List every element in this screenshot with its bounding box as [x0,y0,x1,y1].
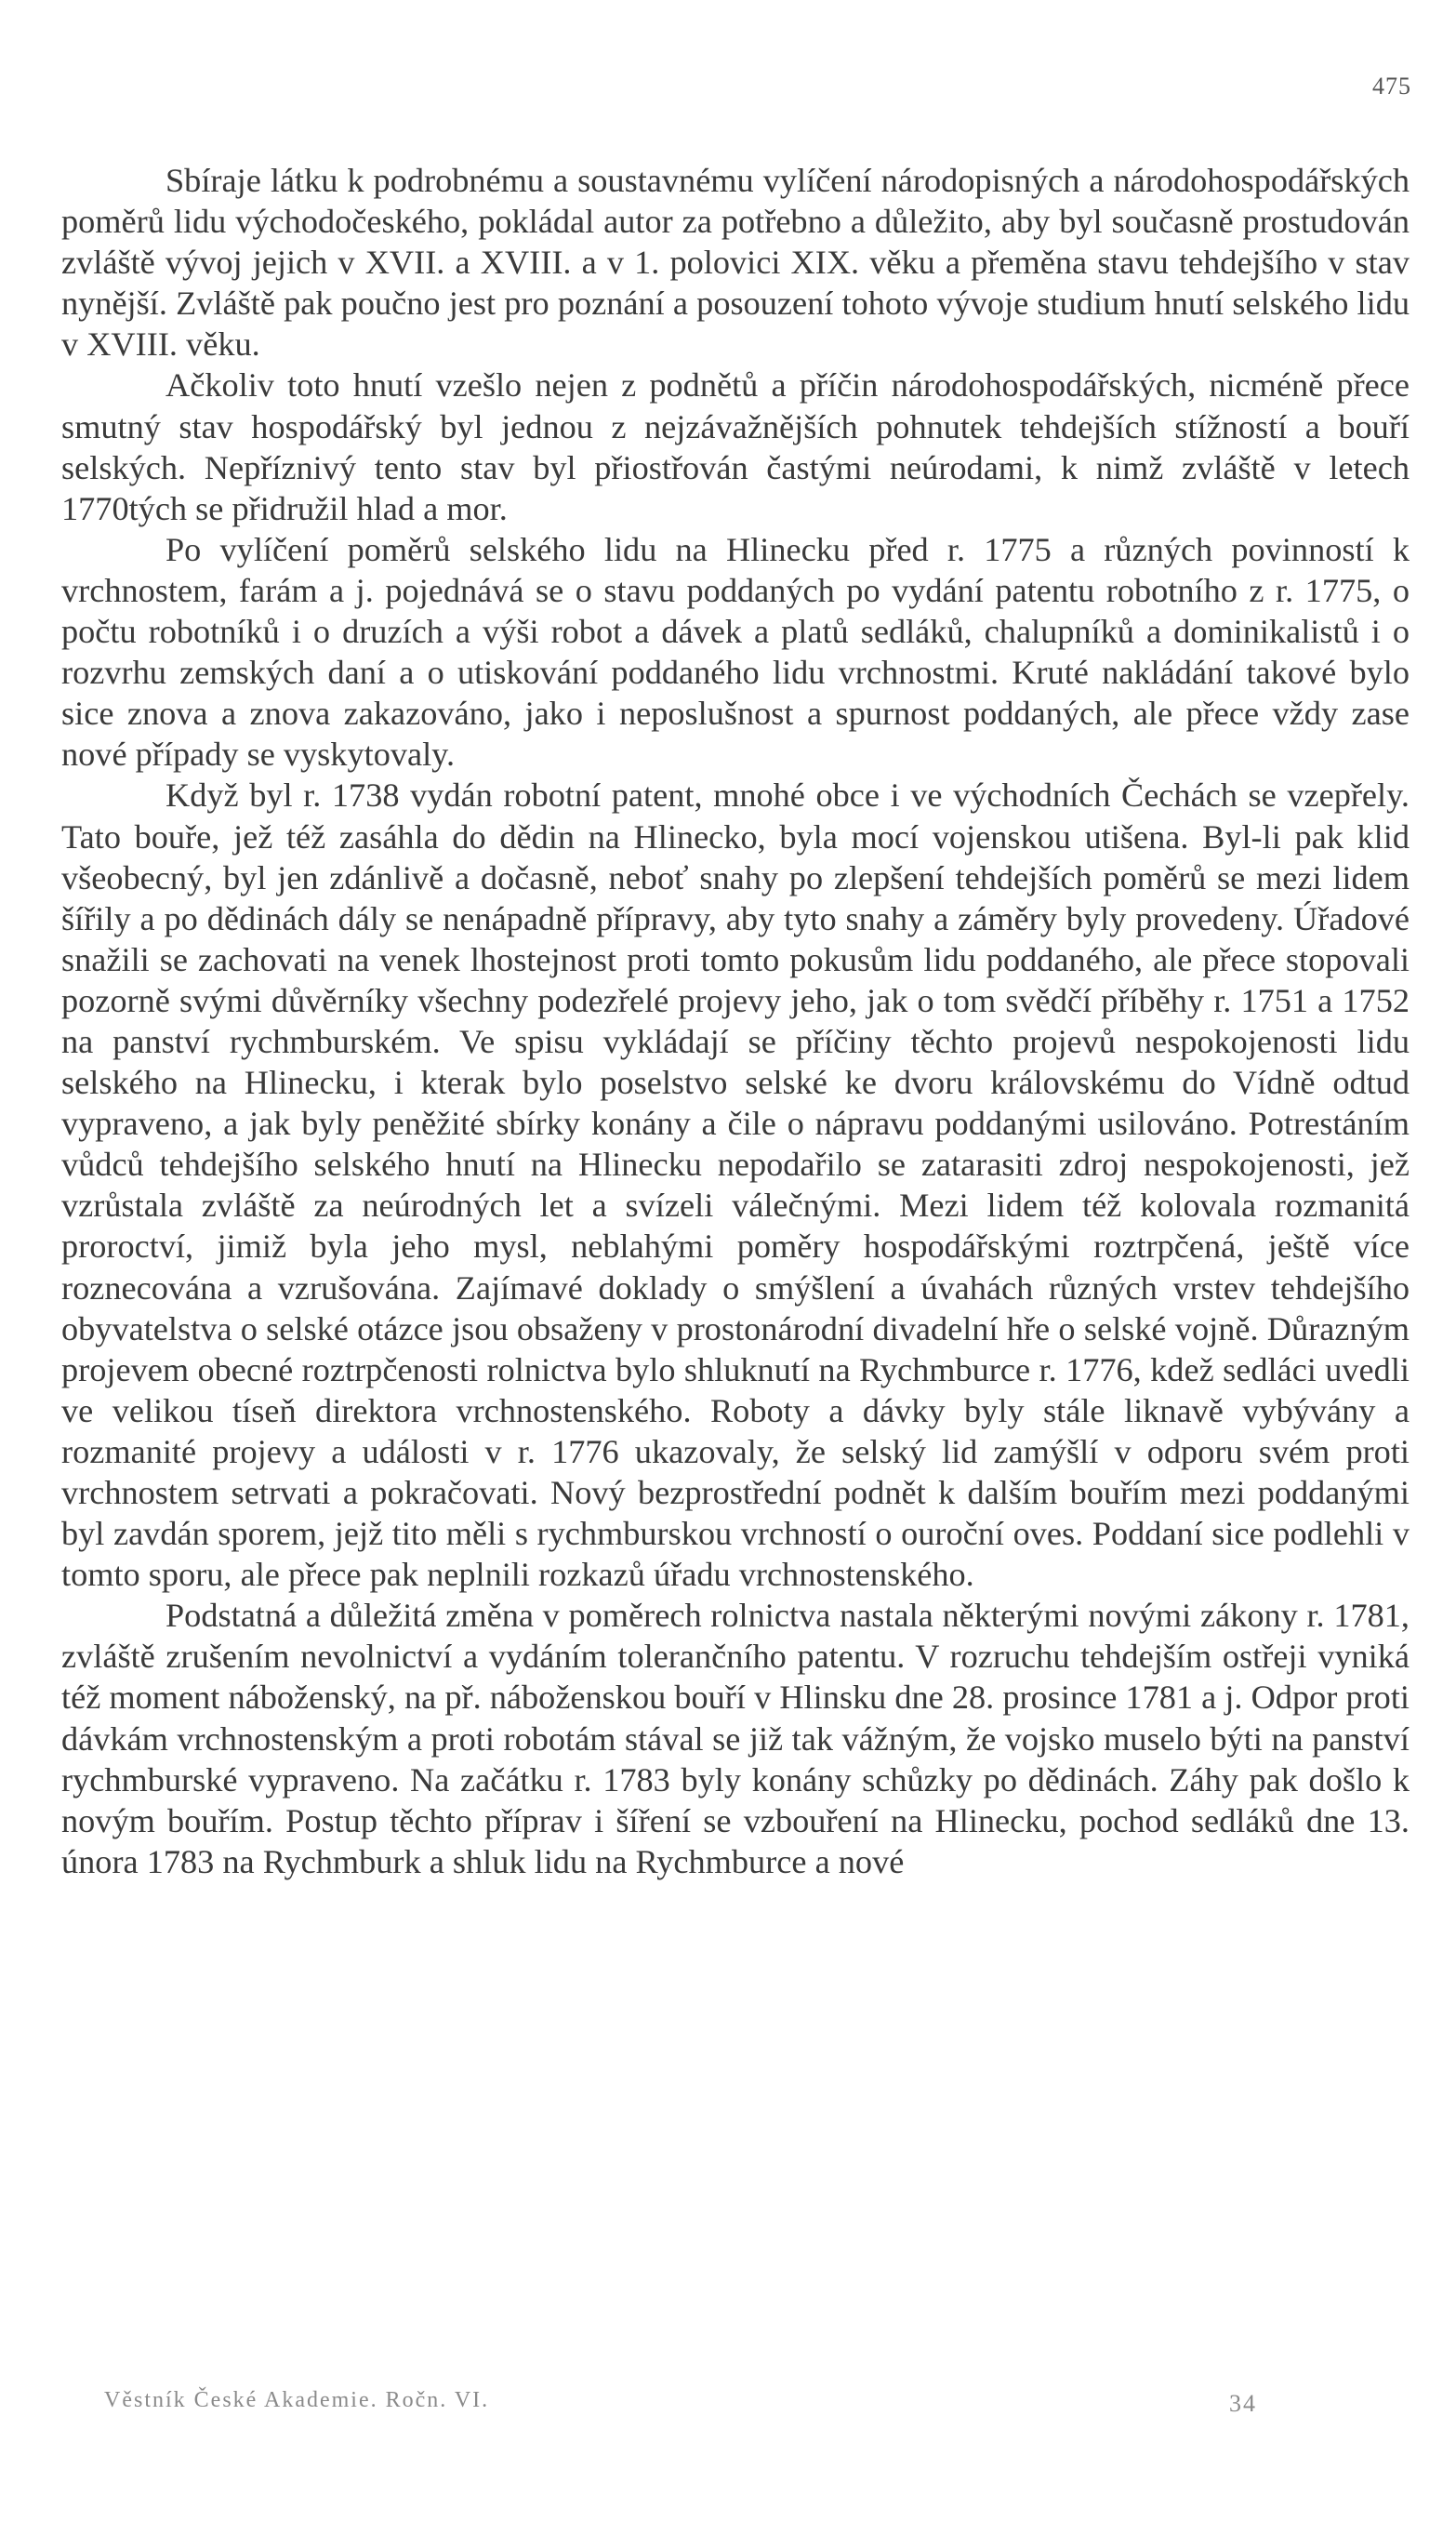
page-number: 475 [1372,73,1411,100]
paragraph-5: Podstatná a důležitá změna v poměrech rolnictva nastala některými novými zákony r. 1781, zvláště zrušením nevolnictví a vydáním tolerančního patentu. V rozruchu tehdejším ostřeji vyniká též moment náboženský, na př. náboženskou bouří v Hlinsku dne 28. prosince 1781 a j. Odpor proti dávkám vrchnostenským a proti robotám stával se již tak vážným, že vojsko muselo býti na panství rychmburské vypraveno. Na začátku r. 1783 byly konány schůzky po dědinách. Záhy pak došlo k novým bouřím. Postup těchto příprav i šíření se vzbouření na Hlinecku, pochod sedláků dne 13. února 1783 na Rychmburk a shluk lidu na Rychmburce a nové [61,1597,1410,1880]
footer-publication: Věstník České Akademie. Ročn. VI. [104,2388,490,2412]
paragraph-4: Když byl r. 1738 vydán robotní patent, mnohé obce i ve východních Čechách se vzepřely. Tato bouře, jež též zasáhla do dědin na Hlinecko, byla mocí vojenskou utišena. Byl-li pak klid všeobecný, byl jen zdánlivě a dočasně, neboť snahy po zlepšení tehdejších poměrů se mezi lidem šířily a po dědinách dály se nenápadně přípravy, aby tyto snahy a záměry byly provedeny. Úřadové snažili se zachovati na venek lhostejnost proti tomto pokusům lidu poddaného, ale přece stopovali pozorně svými důvěrníky všechny podezřelé projevy jeho, jak o tom svědčí příběhy r. 1751 a 1752 na panství rychmburském. Ve spisu vykládají se příčiny těchto projevů nespokojenosti lidu selského na Hlinecku, i kterak bylo poselstvo selské ke dvoru královskému do Vídně odtud vypraveno, a jak byly peněžité sbírky konány a čile o nápravu poddanými usilováno. Potrestáním vůdců tehdejšího selského hnutí na Hlinecku nepodařilo se zatarasiti zdroj nespokojenosti, jež vzrůstala zvláště za neúrodných let a svízeli válečnými. Mezi lidem též kolovala rozmanitá proroctví, jimiž byla jeho mysl, neblahými poměry hospodářskými roztrpčená, ještě více roznecována a vzrušována. Zajímavé doklady o smýšlení a úvahách různých vrstev tehdejšího obyvatelstva o selské otázce jsou obsaženy v prostonárodní divadelní hře o selské vojně. Důrazným projevem obecné roztrpčenosti rolnictva bylo shluknutí na Rychmburce r. 1776, kdež sedláci uvedli ve velikou tíseň direktora vrchnostenského. Roboty a dávky byly stále liknavě vybývány a rozmanité projevy a události v r. 1776 ukazovaly, že selský lid zamýšlí v odporu svém proti vrchnostem setrvati a pokračovati. Nový bezprostřední podnět k dalším bouřím mezi poddanými byl zavdán sporem, jejž tito měli s rychmburskou vrchností o ouroční oves. Poddaní sice podlehli v tomto sporu, ale přece pak neplnili rozkazů úřadu vrchnostenského. [61,776,1410,1594]
sheet-signature: 34 [1229,2390,1257,2417]
paragraph-1: Sbíraje látku k podrobnému a soustavnému vylíčení národopisných a národohospodářských poměrů lidu východočeského, pokládal autor za potřebno a důležito, aby byl současně prostudován zvláště vývoj jejich v XVII. a XVIII. a v 1. polovici XIX. věku a přeměna stavu tehdejšího v stav nynější. Zvláště pak poučno jest pro poznání a posouzení tohoto vývoje studium hnutí selského lidu v XVIII. věku. [61,162,1410,364]
body-text [61,160,1410,1882]
paragraph-3: Po vylíčení poměrů selského lidu na Hlinecku před r. 1775 a různých povinností k vrchnostem, farám a j. pojednává se o stavu poddaných po vydání patentu robotního z r. 1775, o počtu robotníků i o druzích a výši robot a dávek a platů sedláků, chalupníků a dominikalistů i o rozvrhu zemských daní a o utiskování poddaného lidu vrchnostmi. Kruté nakládání takové bylo sice znova a znova zakazováno, jako i neposlušnost a spurnost poddaných, ale přece vždy zase nové případy se vyskytovaly. [61,530,1410,774]
paragraph-2: Ačkoliv toto hnutí vzešlo nejen z podnětů a příčin národohospodářských, nicméně přece smutný stav hospodářský byl jednou z nejzávažnějších pohnutek tehdejších stížností a bouří selských. Nepříznivý tento stav byl přiostřován častými neúrodami, k nimž zvláště v letech 1770tých se přidružil hlad a mor. [61,366,1410,527]
